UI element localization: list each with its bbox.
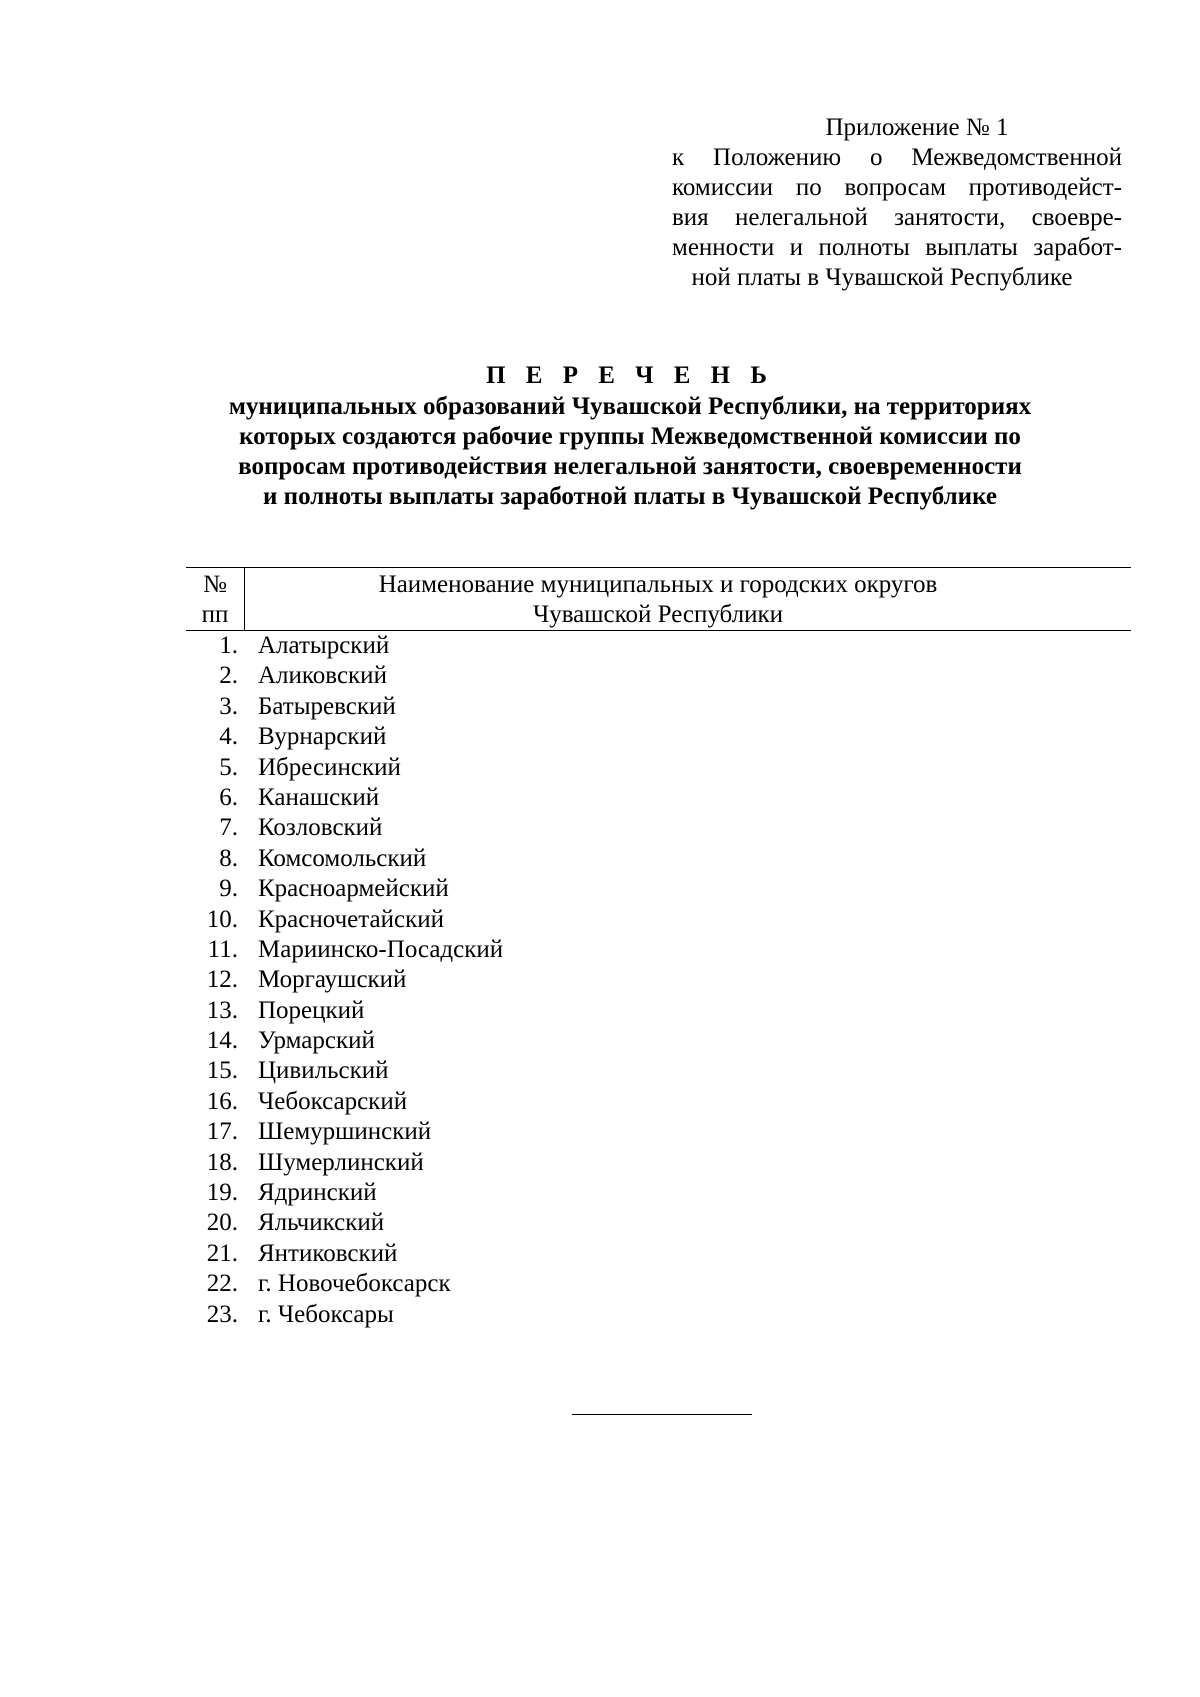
- header-name-column: [245, 568, 1131, 630]
- appendix-line: к Положению о Межведомственной: [672, 144, 1122, 171]
- table-row: [186, 844, 1131, 874]
- row-number: 2.: [219, 662, 238, 690]
- table-row: [186, 874, 1131, 904]
- row-number: 11.: [207, 935, 238, 963]
- table-row: [186, 661, 1131, 691]
- row-municipality-name: Алатырский: [258, 632, 390, 659]
- row-number: 16.: [206, 1087, 238, 1115]
- row-municipality-name: Батыревский: [258, 692, 396, 720]
- row-number: 19.: [206, 1179, 238, 1207]
- row-municipality-name: Козловский: [258, 814, 383, 842]
- row-municipality-name: Комсомольский: [258, 844, 427, 872]
- row-municipality-name: г. Новочебоксарск: [258, 1270, 451, 1298]
- row-municipality-name: Янтиковский: [258, 1239, 398, 1267]
- row-number: 13.: [206, 996, 238, 1024]
- header-number-sublabel: пп: [201, 601, 229, 628]
- document-title-line: которых создаются рабочие группы Межведомственной комиссии по: [239, 423, 1021, 450]
- row-municipality-name: Мариинско-Посадский: [258, 935, 504, 963]
- table-row: [186, 935, 1131, 965]
- appendix-line: вия нелегальной занятости, своевре-: [672, 204, 1122, 231]
- table-row: [186, 1148, 1131, 1178]
- header-number-column: [186, 568, 245, 630]
- appendix-title: Приложение № 1: [825, 114, 1009, 141]
- table-row: [186, 1026, 1131, 1056]
- row-number: 18.: [206, 1148, 238, 1176]
- table-row: [186, 905, 1131, 935]
- row-number: 5.: [219, 753, 238, 781]
- row-municipality-name: Шумерлинский: [258, 1148, 424, 1176]
- row-number: 3.: [219, 692, 238, 720]
- row-municipality-name: Шемуршинский: [258, 1118, 432, 1146]
- table-row: [186, 1269, 1131, 1299]
- row-number: 4.: [219, 723, 238, 751]
- table-row: [186, 1056, 1131, 1086]
- table-row: [186, 1239, 1131, 1269]
- row-number: 1.: [219, 632, 238, 659]
- document-title-line: муниципальных образований Чувашской Республики, на территориях: [228, 393, 1032, 420]
- appendix-line: ной платы в Чувашской Республике: [691, 264, 1073, 291]
- municipalities-table: [186, 567, 1131, 1330]
- header-name-sublabel: Чувашской Республики: [532, 601, 784, 628]
- row-number: 23.: [206, 1300, 238, 1328]
- row-municipality-name: Канашский: [258, 783, 380, 811]
- document-title-line: и полноты выплаты заработной платы в Чувашской Республике: [263, 483, 997, 510]
- table-header: [186, 567, 1131, 631]
- appendix-line: комиссии по вопросам противодейст-: [672, 174, 1122, 201]
- row-municipality-name: Порецкий: [258, 996, 365, 1024]
- row-number: 7.: [219, 814, 238, 842]
- row-municipality-name: Вурнарский: [258, 723, 387, 751]
- row-number: 14.: [206, 1027, 238, 1055]
- document-title-line: вопросам противодействия нелегальной занятости, своевременности: [238, 453, 1022, 480]
- row-municipality-name: Красночетайский: [258, 905, 444, 933]
- row-municipality-name: Яльчикский: [258, 1209, 385, 1237]
- row-municipality-name: Ядринский: [258, 1179, 377, 1207]
- row-number: 21.: [206, 1239, 238, 1267]
- table-row: [186, 692, 1131, 722]
- row-municipality-name: Красноармейский: [258, 875, 449, 903]
- table-body: [186, 631, 1131, 1330]
- row-number: 12.: [206, 966, 238, 994]
- table-row: [186, 1117, 1131, 1147]
- table-row: [186, 1300, 1131, 1330]
- appendix-block: [672, 113, 1122, 293]
- table-row: [186, 631, 1131, 661]
- header-name-label: Наименование муниципальных и городских округов: [378, 571, 938, 598]
- table-row: [186, 965, 1131, 995]
- row-municipality-name: Чебоксарский: [258, 1087, 408, 1115]
- document-heading: П Е Р Е Ч Е Н Ь: [486, 362, 774, 389]
- row-number: 8.: [219, 844, 238, 872]
- table-row: [186, 783, 1131, 813]
- appendix-line: менности и полноты выплаты заработ-: [672, 234, 1122, 261]
- closing-divider: [572, 1414, 752, 1415]
- table-row: [186, 722, 1131, 752]
- table-row: [186, 753, 1131, 783]
- row-municipality-name: Ибресинский: [258, 753, 401, 781]
- row-number: 9.: [219, 875, 238, 903]
- row-number: 17.: [206, 1118, 238, 1146]
- row-number: 20.: [206, 1209, 238, 1237]
- table-row: [186, 813, 1131, 843]
- row-municipality-name: Аликовский: [258, 662, 387, 690]
- row-number: 22.: [206, 1270, 238, 1298]
- document-title: [200, 361, 1060, 512]
- row-number: 6.: [219, 783, 238, 811]
- header-number-label: №: [203, 571, 227, 598]
- row-municipality-name: Цивильский: [258, 1057, 389, 1085]
- row-municipality-name: г. Чебоксары: [258, 1300, 394, 1328]
- row-number: 15.: [206, 1057, 238, 1085]
- row-municipality-name: Моргаушский: [258, 966, 407, 994]
- table-row: [186, 1208, 1131, 1238]
- row-number: 10.: [206, 905, 238, 933]
- table-row: [186, 1087, 1131, 1117]
- table-row: [186, 1178, 1131, 1208]
- table-row: [186, 996, 1131, 1026]
- row-municipality-name: Урмарский: [258, 1027, 375, 1055]
